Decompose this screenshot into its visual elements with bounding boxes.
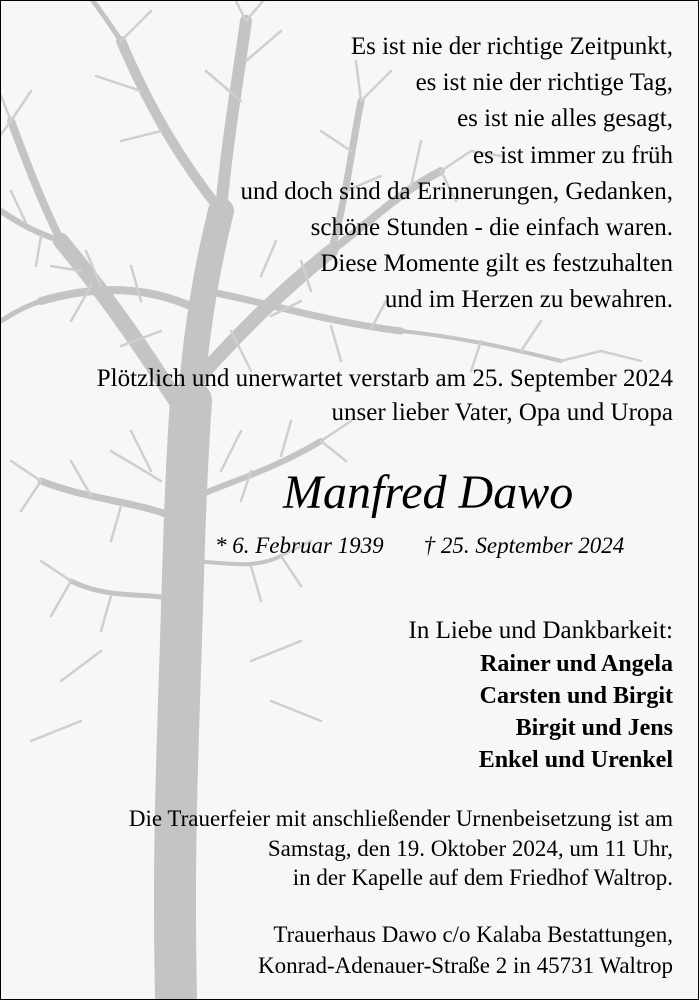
mourner-name: Birgit und Jens [515, 715, 673, 741]
ceremony-line: Die Trauerfeier mit anschließender Urnenbeisetzung ist am [128, 806, 673, 831]
mourner-name: Enkel und Urenkel [478, 747, 673, 773]
life-dates [215, 531, 624, 561]
announcement-line: unser lieber Vater, Opa und Uropa [331, 399, 673, 426]
poem-line: es ist nie der richtige Tag, [415, 69, 673, 97]
announcement-line: Plötzlich und unerwartet verstarb am 25. September 2024 [96, 365, 673, 392]
ceremony-line: in der Kapelle auf dem Friedhof Waltrop. [292, 865, 673, 890]
poem-line: schöne Stunden - die einfach waren. [310, 214, 673, 242]
address-line: Trauerhaus Dawo c/o Kalaba Bestattungen, [273, 922, 673, 947]
poem-line: und im Herzen zu bewahren. [384, 286, 673, 314]
death-announcement [97, 362, 673, 430]
mourners-list [479, 648, 673, 776]
deceased-name: Manfred Dawo [283, 466, 574, 519]
death-date: † 25. September 2024 [423, 533, 625, 558]
funeral-ceremony-info [129, 804, 673, 893]
poem-line: es ist immer zu früh [473, 141, 673, 169]
mourners-intro: In Liebe und Dankbarkeit: [408, 617, 673, 644]
poem-line: Es ist nie der richtige Zeitpunkt, [350, 33, 673, 60]
mourner-name: Rainer und Angela [480, 651, 673, 677]
ceremony-line: Samstag, den 19. Oktober 2024, um 11 Uhr, [267, 835, 673, 861]
poem-line: und doch sind da Erinnerungen, Gedanken, [240, 177, 673, 205]
mourner-name: Carsten und Birgit [479, 683, 673, 709]
birth-date: * 6. Februar 1939 [215, 533, 384, 558]
poem-line: Diese Momente gilt es festzuhalten [320, 250, 673, 278]
poem-line: es ist nie alles gesagt, [457, 105, 673, 133]
mourning-house-address [258, 919, 673, 981]
address-line: Konrad-Adenauer-Straße 2 in 45731 Waltrop [258, 953, 673, 978]
poem [240, 29, 673, 319]
